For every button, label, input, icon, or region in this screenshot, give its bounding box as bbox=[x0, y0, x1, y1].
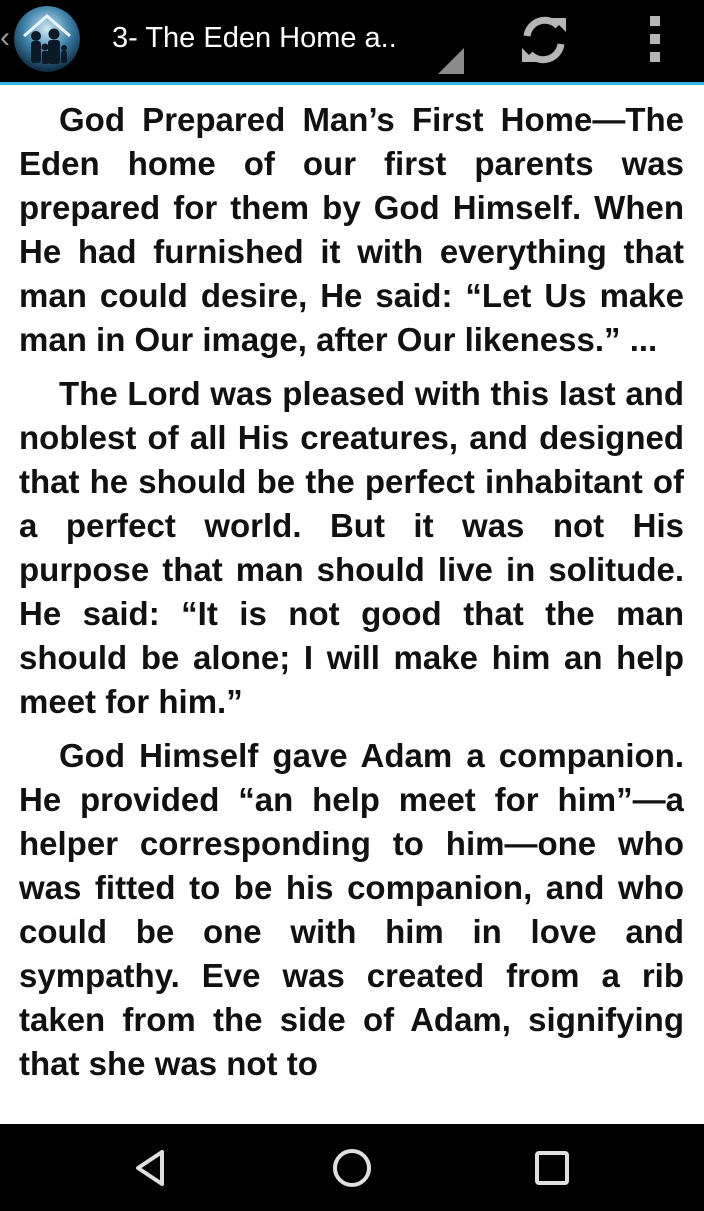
home-button[interactable] bbox=[328, 1144, 376, 1192]
paragraph: The Lord was pleased with this last and noblest of all His creatures, and designed that he should be the perfect inhabitant of a perfect world. But it was not His purpose that man should live in solitude. He said: “It is not good that the man should be alone; I will make him an help meet for him.” bbox=[19, 375, 684, 720]
up-caret-icon[interactable]: ‹ bbox=[0, 21, 10, 54]
action-bar bbox=[0, 0, 704, 82]
reading-content[interactable] bbox=[19, 98, 684, 1124]
navigation-bar bbox=[0, 1124, 704, 1211]
back-button[interactable] bbox=[128, 1144, 176, 1192]
refresh-button[interactable] bbox=[514, 10, 574, 70]
app-icon[interactable] bbox=[14, 6, 80, 72]
action-bar-divider bbox=[0, 82, 704, 85]
page-title[interactable]: 3- The Eden Home a.. bbox=[112, 22, 397, 54]
recents-button[interactable] bbox=[528, 1144, 576, 1192]
paragraph: God Himself gave Adam a companion. He provided “an help meet for him”—a helper corresponding to him—one who was fitted to be his companion, and who could be one with him in love and sympathy. Eve was created from a rib taken from the side of Adam, signifying that she was not to bbox=[19, 737, 684, 1082]
paragraph: God Prepared Man’s First Home—The Eden home of our first parents was prepared for them by God Himself. When He had furnished it with everything that man could desire, He said: “Let Us make man in Our image, after Our likeness.” ... bbox=[19, 101, 684, 358]
family-silhouette-icon bbox=[14, 6, 80, 72]
spinner-dropdown-icon[interactable] bbox=[438, 48, 464, 74]
overflow-menu-button[interactable] bbox=[636, 10, 676, 70]
